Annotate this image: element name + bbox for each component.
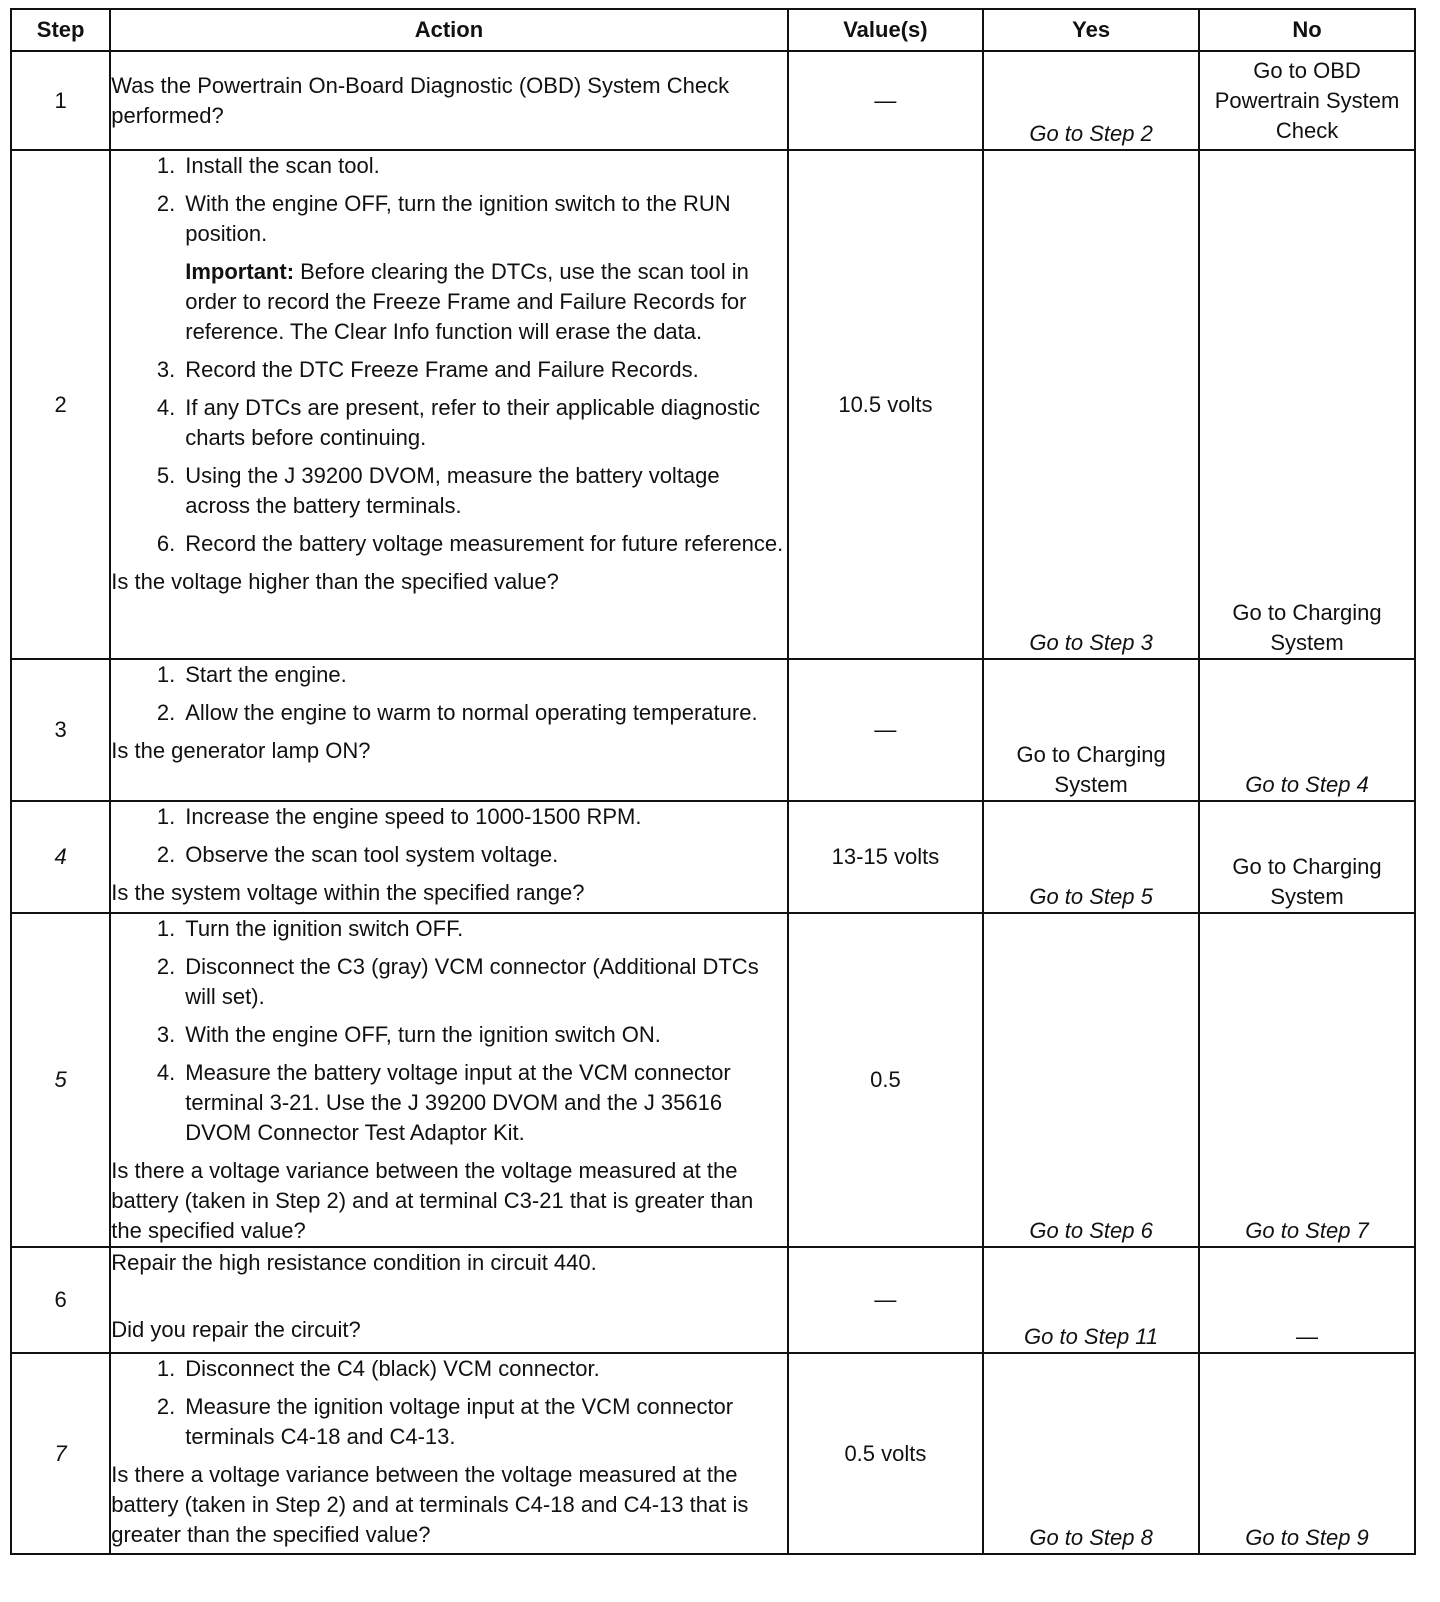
list-item: 3. Record the DTC Freeze Frame and Failure Records. (156, 357, 699, 382)
table-row (11, 659, 1415, 801)
no-cell: — (1199, 1247, 1415, 1353)
no-cell: Go to Charging System (1199, 801, 1415, 913)
yes-cell: Go to Charging System (983, 659, 1199, 801)
yes-cell: Go to Step 6 (983, 913, 1199, 1247)
value-cell: 13-15 volts (788, 801, 983, 913)
action-cell (110, 51, 787, 150)
action-cell (110, 1247, 787, 1353)
header-row (11, 9, 1415, 51)
list-item: 1. Turn the ignition switch OFF. (156, 916, 464, 941)
no-cell: Go to Step 7 (1199, 913, 1415, 1247)
action-question: Was the Powertrain On-Board Diagnostic (OBD) System Check performed? (111, 72, 730, 128)
step-number: 5 (11, 913, 110, 1247)
yes-cell: Go to Step 11 (983, 1247, 1199, 1353)
step-number: 4 (11, 801, 110, 913)
list-item: 1. Install the scan tool. (156, 153, 380, 178)
list-item: 4. If any DTCs are present, refer to their applicable diagnostic charts before continuing. (156, 395, 760, 450)
list-item: 1. Increase the engine speed to 1000-1500 RPM. (156, 804, 642, 829)
action-cell (110, 659, 787, 801)
diagnostic-table (10, 8, 1416, 1555)
yes-cell: Go to Step 8 (983, 1353, 1199, 1554)
action-question: Is the system voltage within the specified range? (111, 880, 585, 905)
value-cell: 10.5 volts (788, 150, 983, 659)
value-cell: — (788, 1247, 983, 1353)
action-question: Is there a voltage variance between the voltage measured at the battery (taken in Step 2) and at terminal C3-21 that is greater than the specified value? (111, 1158, 754, 1243)
header-values: Value(s) (788, 9, 983, 51)
action-cell (110, 1353, 787, 1554)
action-cell (110, 801, 787, 913)
action-list (111, 802, 786, 870)
yes-cell: Go to Step 3 (983, 150, 1199, 659)
table-row (11, 913, 1415, 1247)
important-text: Before clearing the DTCs, use the scan tool in order to record the Freeze Frame and Failure Records for reference. The Clear Info function will erase the data. (185, 259, 749, 344)
action-question: Is the generator lamp ON? (111, 738, 371, 763)
action-cell (110, 150, 787, 659)
action-list (111, 355, 786, 559)
important-label: Important: (185, 259, 295, 284)
no-cell: Go to Charging System (1199, 150, 1415, 659)
list-item: 6. Record the battery voltage measurement for future reference. (156, 531, 784, 556)
list-item: 2. Observe the scan tool system voltage. (156, 842, 559, 867)
list-item: 1. Disconnect the C4 (black) VCM connector. (156, 1356, 600, 1381)
step-number: 1 (11, 51, 110, 150)
table-row (11, 1353, 1415, 1554)
step-number: 3 (11, 659, 110, 801)
list-item: 1. Start the engine. (156, 662, 347, 687)
table-row (11, 1247, 1415, 1353)
value-cell: — (788, 659, 983, 801)
action-list (111, 1354, 786, 1452)
no-cell: Go to OBD Powertrain System Check (1199, 51, 1415, 150)
list-item: 2. With the engine OFF, turn the ignition switch to the RUN position. (156, 191, 731, 246)
action-list (111, 660, 786, 728)
table-row (11, 801, 1415, 913)
action-list (111, 914, 786, 1148)
action-question: Did you repair the circuit? (111, 1317, 361, 1342)
action-list (111, 151, 786, 249)
value-cell: 0.5 volts (788, 1353, 983, 1554)
step-number: 6 (11, 1247, 110, 1353)
yes-cell: Go to Step 2 (983, 51, 1199, 150)
list-item: 5. Using the J 39200 DVOM, measure the battery voltage across the battery terminals. (156, 463, 720, 518)
list-item: 4. Measure the battery voltage input at the VCM connector terminal 3-21. Use the J 39200 DVOM and the J 35616 DVOM Connector Test Adaptor Kit. (156, 1060, 731, 1145)
list-item: 2. Allow the engine to warm to normal operating temperature. (156, 700, 758, 725)
list-item: 2. Measure the ignition voltage input at the VCM connector terminals C4-18 and C4-13. (156, 1394, 734, 1449)
action-cell (110, 913, 787, 1247)
no-cell: Go to Step 9 (1199, 1353, 1415, 1554)
table-row (11, 51, 1415, 150)
header-no: No (1199, 9, 1415, 51)
value-cell: 0.5 (788, 913, 983, 1247)
list-item: 2. Disconnect the C3 (gray) VCM connector (Additional DTCs will set). (156, 954, 759, 1009)
list-item: 3. With the engine OFF, turn the ignition switch ON. (156, 1022, 661, 1047)
header-action: Action (110, 9, 787, 51)
header-step: Step (11, 9, 110, 51)
step-number: 7 (11, 1353, 110, 1554)
action-question: Is the voltage higher than the specified value? (111, 569, 559, 594)
step-number: 2 (11, 150, 110, 659)
table-row (11, 150, 1415, 659)
important-note (111, 257, 786, 347)
action-question: Is there a voltage variance between the voltage measured at the battery (taken in Step 2) and at terminals C4-18 and C4-13 that is greater than the specified value? (111, 1462, 749, 1547)
header-yes: Yes (983, 9, 1199, 51)
action-text: Repair the high resistance condition in circuit 440. (111, 1250, 597, 1275)
no-cell: Go to Step 4 (1199, 659, 1415, 801)
value-cell: — (788, 51, 983, 150)
yes-cell: Go to Step 5 (983, 801, 1199, 913)
